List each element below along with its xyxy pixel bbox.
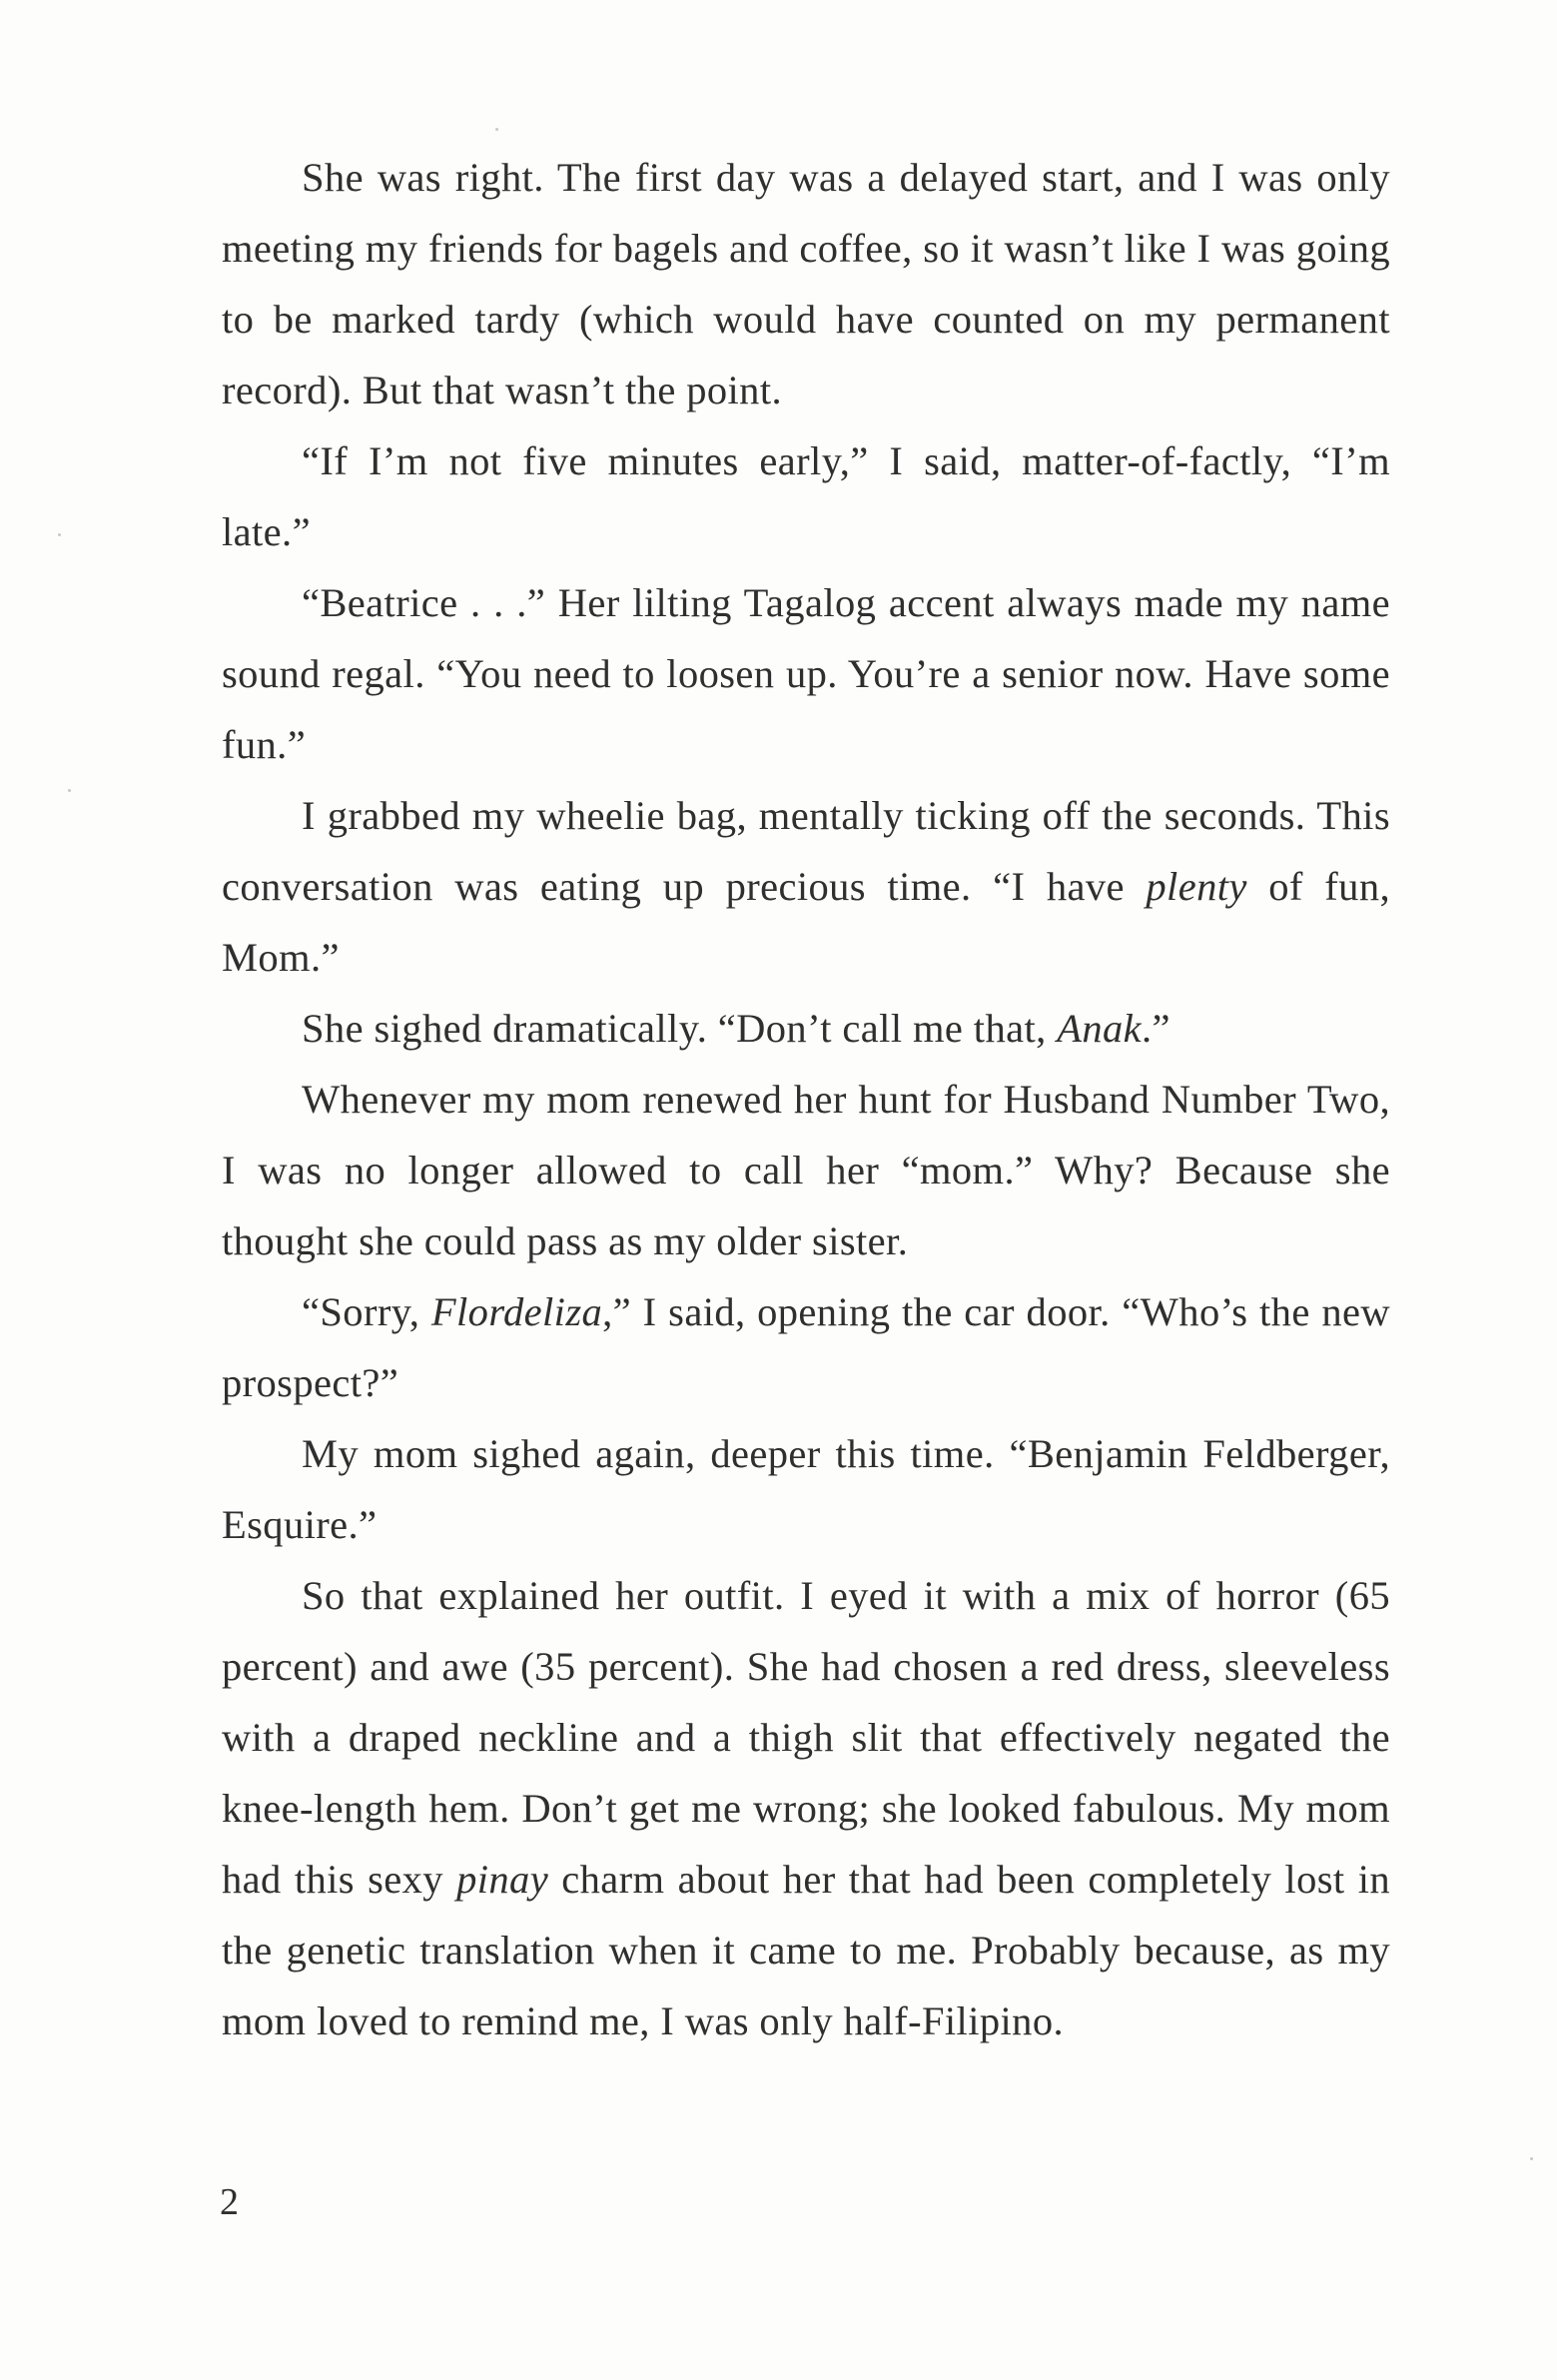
paragraph [222,142,1390,425]
text-run: .” [1142,1006,1170,1051]
paragraph [222,993,1390,1064]
text-run: So that explained her outfit. I eyed it with a mix of horror (65 percent) and awe (35 percent). She had chosen a red dress, sleeveless with a draped neckline and a thigh slit that effectively negated the knee-length hem. Don’t get me wrong; she looked fabulous. My mom had this sexy [222,1573,1390,1902]
text-run: “Beatrice . . .” Her lilting Tagalog accent always made my name sound regal. “You need to loosen up. You’re a senior now. Have some fun.” [222,580,1390,767]
text-run: charm about her that had been completely lost in the genetic translation when it came to me. Probably because, as my mom loved to remind me, I was only half-Filipino. [222,1857,1391,2043]
italic-text: Anak [1057,1006,1143,1051]
scan-speck [68,789,71,792]
text-run: ,” I said, opening the car door. “Who’s the new prospect?” [222,1289,1390,1405]
text-run: She was right. The first day was a delayed start, and I was only meeting my friends for bagels and coffee, so it wasn’t like I was going to be marked tardy (which would have counted on my permanent record). But that wasn’t the point. [222,155,1390,412]
italic-text: pinay [456,1857,549,1902]
text-run: “Sorry, [302,1289,431,1334]
paragraph [222,1418,1390,1560]
text-run: My mom sighed again, deeper this time. “Benjamin Feldberger, Esquire.” [222,1431,1390,1547]
paragraph [222,425,1390,567]
italic-text: Flordeliza [430,1289,603,1334]
body-text [222,142,1390,2056]
text-run: I grabbed my wheelie bag, mentally ticking off the seconds. This conversation was eating up precious time. “I have [222,793,1390,909]
text-run: She sighed dramatically. “Don’t call me that, [302,1006,1058,1051]
paragraph [222,780,1390,993]
text-run: Whenever my mom renewed her hunt for Husband Number Two, I was no longer allowed to call her “mom.” Why? Because she thought she could pass as my older sister. [222,1077,1390,1263]
paragraph [222,567,1390,780]
text-run: “If I’m not five minutes early,” I said, matter-of-factly, “I’m late.” [222,438,1390,554]
scan-speck [495,128,498,131]
scan-speck [58,533,61,536]
paragraph [222,1560,1390,2056]
text-run: of fun, Mom.” [222,864,1390,980]
scan-speck [1530,2157,1533,2160]
page-number: 2 [220,2181,239,2223]
paragraph [222,1064,1390,1276]
paragraph [222,1276,1390,1418]
italic-text: plenty [1146,864,1247,909]
